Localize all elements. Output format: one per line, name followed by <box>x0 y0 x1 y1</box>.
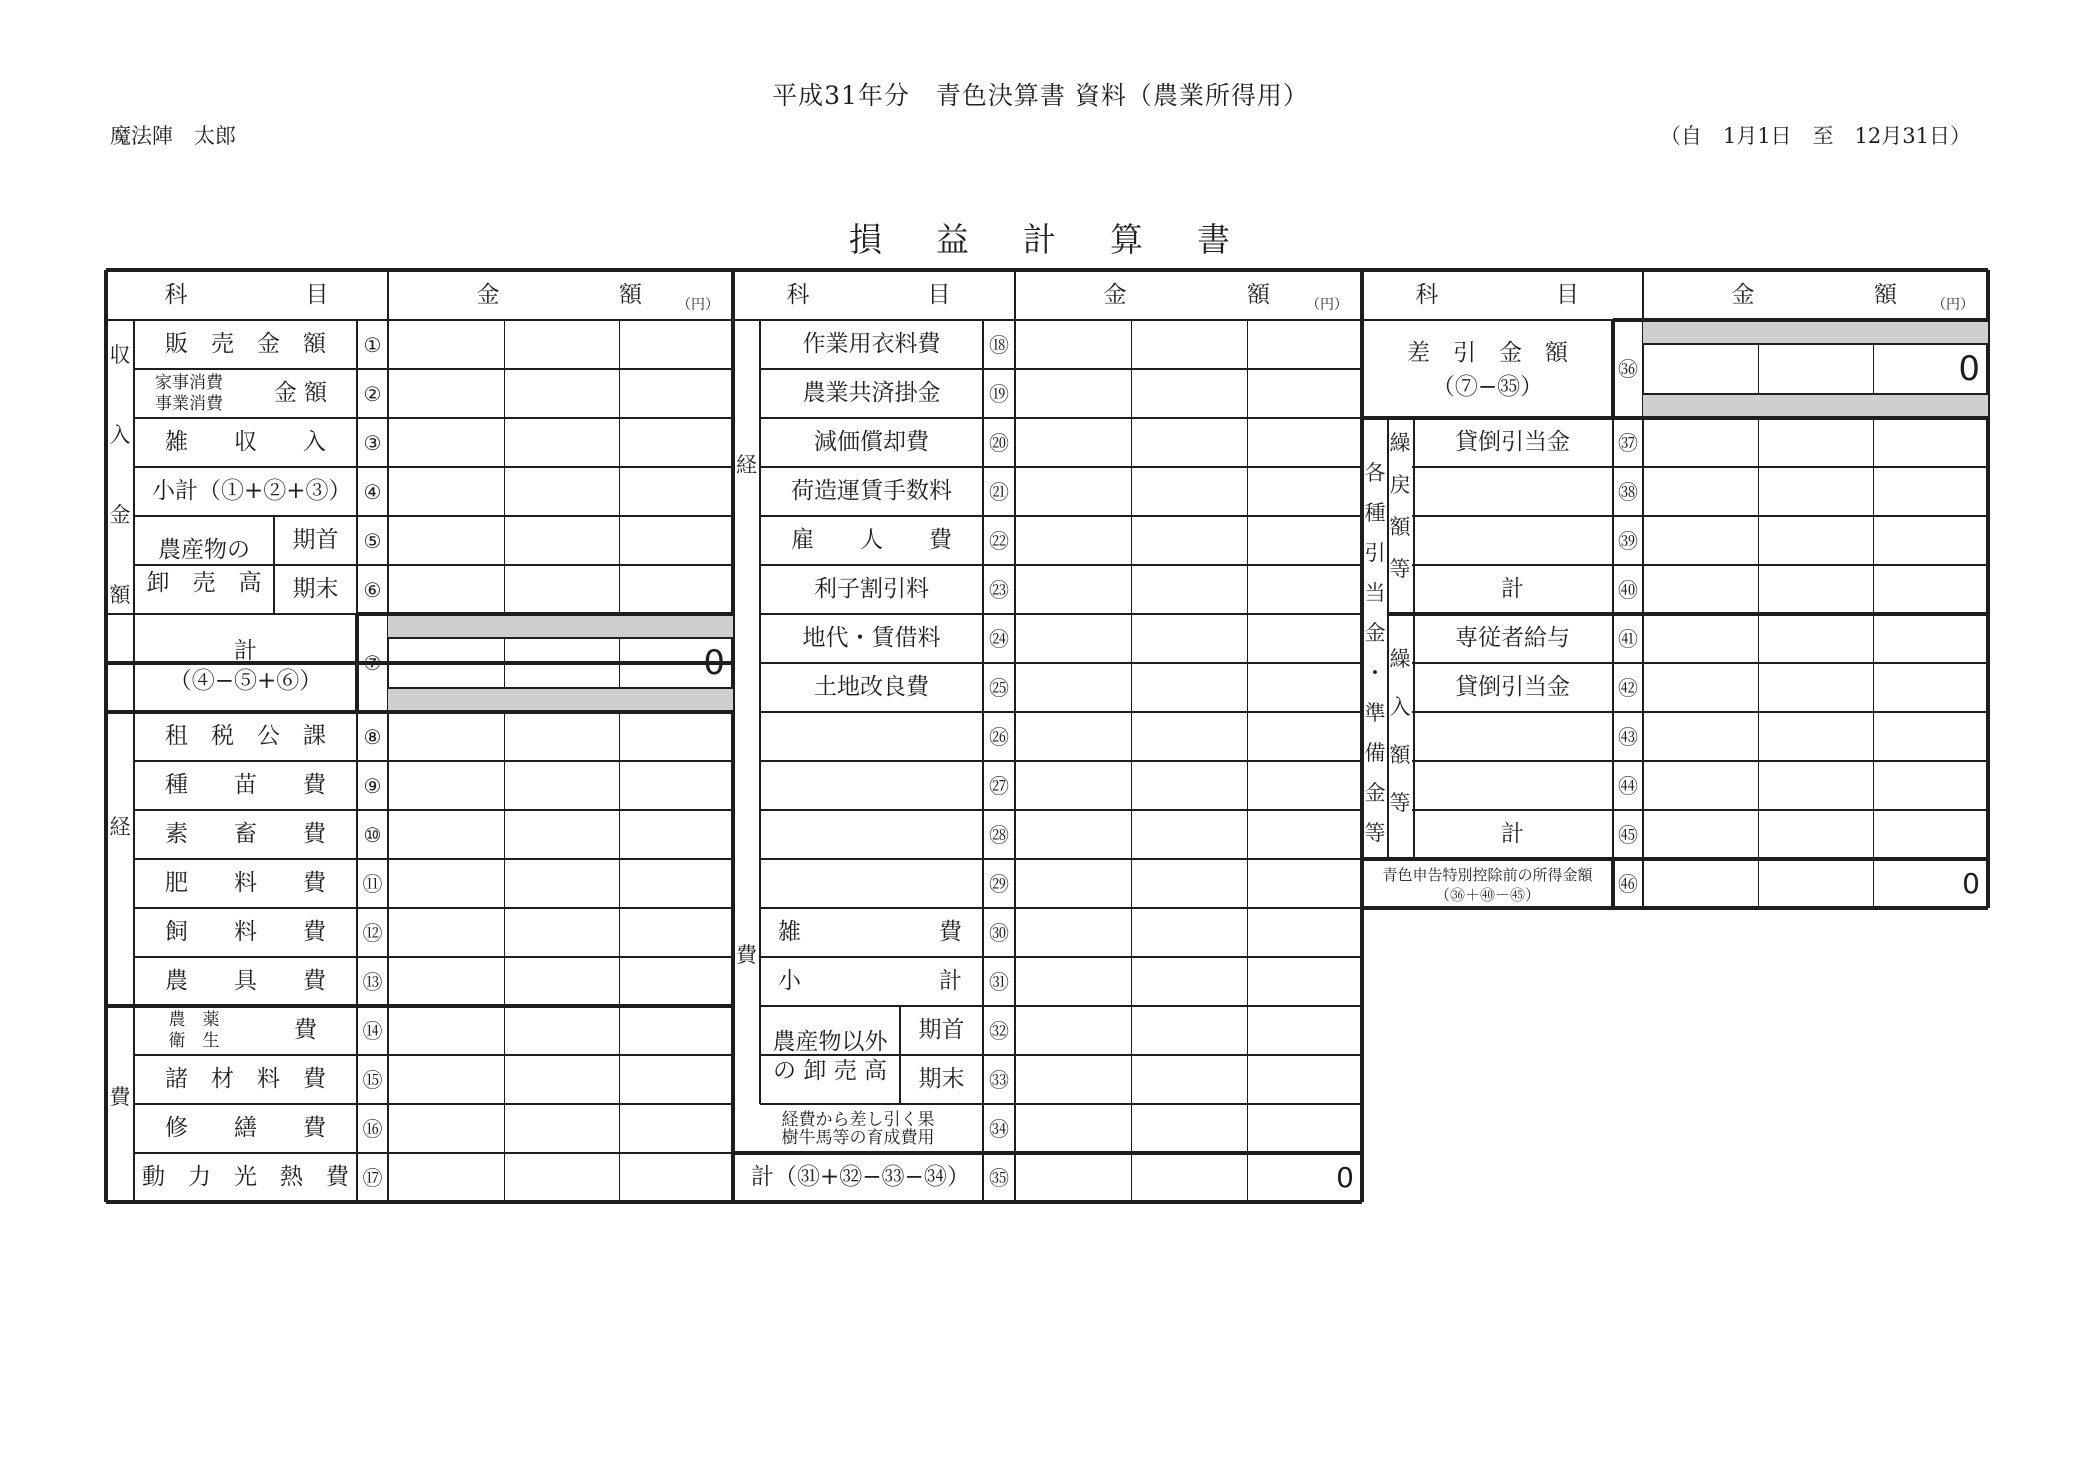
table-rule <box>104 270 108 1202</box>
row-number: ⑧ <box>363 724 382 749</box>
group-label-reserves: 準 <box>1364 700 1386 725</box>
table-rule <box>504 320 505 1202</box>
group-label-income: 入 <box>109 422 131 447</box>
total-amount: 0 <box>703 643 725 683</box>
table-rule <box>1611 320 1615 418</box>
header-item-label: 目 <box>927 281 951 308</box>
row-label-cost: 費 <box>294 1017 317 1043</box>
row-number: ㊻ <box>1618 871 1638 896</box>
row-label-expense: 飼 料 費 <box>165 919 326 945</box>
group-label-transfer: 等 <box>1389 790 1411 815</box>
row-number: ㉝ <box>989 1067 1009 1092</box>
header-amount-label: 金 <box>476 281 500 308</box>
row-label-sales: 販 売 金 額 <box>165 331 326 357</box>
row-number: ㊲ <box>1618 430 1638 455</box>
shaded-band <box>388 688 733 710</box>
row-number: ② <box>363 381 382 406</box>
row-label-expense: 肥 料 費 <box>165 870 326 896</box>
row-label-expense <box>760 859 983 908</box>
row-label-amount: 金 額 <box>273 380 328 406</box>
row-number: ⑦ <box>363 651 382 675</box>
row-label-reversal <box>1412 516 1613 565</box>
row-label-transfer <box>1412 712 1613 761</box>
group-label-income: 収 <box>109 342 131 367</box>
group-label-reversal: 等 <box>1389 556 1411 581</box>
row-label-misc-income: 雑 収 入 <box>165 429 326 455</box>
group-label-income: 金 <box>109 502 131 527</box>
group-label-reserves: 種 <box>1364 500 1386 525</box>
row-label-total: 計 <box>234 637 257 664</box>
group-label-reserves: 金 <box>1364 620 1386 645</box>
row-number: ③ <box>363 430 382 455</box>
statement-title-char: 書 <box>1197 220 1232 259</box>
shaded-band <box>1643 322 1988 344</box>
row-label-transfer: 計 <box>1501 821 1524 847</box>
group-label-reserves: 金 <box>1364 780 1386 805</box>
row-number: ⑭ <box>362 1018 383 1043</box>
row-number: ㊳ <box>1618 479 1638 504</box>
header-item-label: 科 <box>1415 281 1439 308</box>
row-label-expense <box>760 810 983 859</box>
row-label-expense: 小 計 <box>778 968 962 994</box>
group-label-expense: 費 <box>736 942 757 967</box>
expense-total-amount: 0 <box>1336 1160 1354 1194</box>
row-label-difference: 差 引 金 額 <box>1407 339 1568 366</box>
accounting-period: （自 1月1日 至 12月31日） <box>1659 124 1971 148</box>
row-label-total: 計（㉛+㉜−㉝−㉞） <box>751 1164 970 1190</box>
table-rule <box>619 320 620 1202</box>
row-label-pesticide: 農 薬 <box>168 1009 220 1030</box>
row-label-total-formula: （④−⑤+⑥） <box>168 667 323 694</box>
row-number: ㉞ <box>989 1116 1009 1141</box>
row-label-ending: 期末 <box>918 1066 965 1092</box>
row-label-business: 事業消費 <box>155 393 223 414</box>
table-rule <box>1758 344 1759 394</box>
row-label-expense: 雑 費 <box>778 919 962 945</box>
row-label-growing-cost: 経費から差し引く果 <box>781 1109 935 1130</box>
row-label-expense: 作業用衣料費 <box>802 331 941 357</box>
row-number: ㉙ <box>989 871 1009 896</box>
row-label-expense: 地代・賃借料 <box>802 625 941 651</box>
row-number: ㊺ <box>1618 822 1638 847</box>
row-number: ㉕ <box>989 675 1009 700</box>
row-number: ㊵ <box>1618 577 1638 602</box>
group-label-expense: 費 <box>109 1084 131 1109</box>
header-amount-label: 額 <box>1247 281 1270 308</box>
row-number: ㊴ <box>1618 528 1638 553</box>
row-number: ㉒ <box>989 528 1009 553</box>
group-label-reserves: 引 <box>1364 540 1386 565</box>
row-label-expense: 諸 材 料 費 <box>165 1066 326 1092</box>
difference-amount: 0 <box>1958 349 1980 389</box>
group-label-reserves: 各 <box>1364 460 1386 485</box>
row-label-final-formula: （㊱＋㊵－㊺） <box>1434 885 1540 904</box>
row-label-ending: 期末 <box>292 576 339 602</box>
row-label-transfer: 専従者給与 <box>1455 625 1570 651</box>
row-label-expense: 減価償却費 <box>814 429 929 455</box>
header-amount-label: 額 <box>619 281 642 308</box>
row-label-final-income: 青色申告特別控除前の所得金額 <box>1382 865 1593 884</box>
header-amount-label: 金 <box>1103 281 1127 308</box>
row-label-growing-cost: 樹牛馬等の育成費用 <box>781 1128 935 1149</box>
header-yen-label: （円） <box>1306 297 1348 313</box>
statement-title-char: 益 <box>936 220 971 259</box>
row-number: ⑩ <box>363 822 382 847</box>
row-number: ⑤ <box>363 528 382 553</box>
row-number: ⑪ <box>362 871 383 896</box>
row-label-wholesale: 農産物の <box>158 537 250 563</box>
row-number: ㉚ <box>989 920 1009 945</box>
row-number: ㊶ <box>1618 626 1638 651</box>
row-label-transfer <box>1412 761 1613 810</box>
statement-title <box>0 214 2081 261</box>
row-label-transfer: 貸倒引当金 <box>1455 674 1570 700</box>
row-number: ㉗ <box>989 773 1009 798</box>
row-number: ㉘ <box>989 822 1009 847</box>
group-label-reserves: ・ <box>1364 660 1386 685</box>
table-rule <box>355 614 359 712</box>
final-income-amount: 0 <box>1962 866 1980 900</box>
statement-title-char: 計 <box>1023 220 1058 259</box>
table-rule <box>1758 859 1759 908</box>
row-number: ⑲ <box>989 381 1009 406</box>
row-number: ④ <box>363 479 382 504</box>
row-label-expense: 動 力 光 熱 費 <box>142 1164 349 1190</box>
shaded-band <box>388 616 733 638</box>
row-label-expense: 荷造運賃手数料 <box>791 478 952 504</box>
row-number: ⑱ <box>989 332 1009 357</box>
header-item-label: 科 <box>786 281 810 308</box>
table-rule <box>357 612 733 616</box>
row-label-expense: 種 苗 費 <box>165 772 326 798</box>
row-number: ㊹ <box>1618 773 1638 798</box>
row-number: ⑰ <box>362 1165 383 1190</box>
group-label-reversal: 額 <box>1389 514 1411 539</box>
row-number: ⑮ <box>362 1067 383 1092</box>
row-number: ㉛ <box>989 969 1009 994</box>
group-label-reversal: 戻 <box>1389 472 1411 497</box>
header-yen-label: （円） <box>677 297 719 313</box>
row-number: ⑫ <box>362 920 383 945</box>
owner-name: 魔法陣 太郎 <box>110 124 236 148</box>
row-number: ㉖ <box>989 724 1009 749</box>
row-label-other-wholesale: 農産物以外 <box>772 1029 888 1055</box>
group-label-reserves: 当 <box>1364 580 1386 605</box>
row-label-expense: 租 税 公 課 <box>165 723 326 749</box>
group-label-transfer: 額 <box>1389 742 1411 767</box>
row-label-expense: 修 繕 費 <box>165 1115 326 1141</box>
header-item-label: 目 <box>1556 281 1579 308</box>
row-number: ㊸ <box>1618 724 1638 749</box>
group-label-income: 額 <box>109 582 131 607</box>
row-number: ㉔ <box>989 626 1009 651</box>
row-number: ⑨ <box>363 773 382 798</box>
row-number: ㉜ <box>989 1018 1009 1043</box>
row-label-reversal: 計 <box>1501 576 1524 602</box>
row-label-reversal: 貸倒引当金 <box>1455 429 1570 455</box>
header-amount-label: 額 <box>1874 281 1897 308</box>
group-label-reversal: 繰 <box>1389 430 1411 455</box>
group-label-transfer: 入 <box>1389 694 1411 719</box>
group-label-reserves: 等 <box>1364 820 1386 845</box>
row-number: ⑬ <box>362 969 383 994</box>
row-label-beginning: 期首 <box>918 1017 965 1043</box>
row-label-other-wholesale: の 卸 売 高 <box>773 1058 887 1084</box>
group-label-expense: 経 <box>736 452 757 477</box>
group-label-transfer: 繰 <box>1389 646 1411 671</box>
header-item-label: 科 <box>164 281 188 308</box>
row-number: ㉑ <box>989 479 1009 504</box>
row-label-expense: 雇 人 費 <box>791 527 952 553</box>
row-label-household: 家事消費 <box>155 372 223 393</box>
row-number: ① <box>363 332 382 357</box>
row-number: ㉟ <box>989 1165 1009 1190</box>
row-label-expense: 利子割引料 <box>814 576 929 602</box>
header-item-label: 目 <box>305 281 329 308</box>
group-label-reserves: 備 <box>1364 740 1386 765</box>
table-rule <box>760 1103 1362 1105</box>
row-label-expense <box>760 712 983 761</box>
row-label-expense: 農業共済掛金 <box>802 380 941 406</box>
row-label-beginning: 期首 <box>292 527 339 553</box>
row-label-difference-formula: （⑦−㉟） <box>1431 373 1544 400</box>
header-yen-label: （円） <box>1932 297 1974 313</box>
table-rule <box>1388 612 1412 616</box>
table-rule <box>1360 270 1364 957</box>
row-label-expense: 素 畜 費 <box>165 821 326 847</box>
row-label-expense: 農 具 費 <box>165 968 326 994</box>
row-number: ⑳ <box>989 430 1009 455</box>
row-label-expense: 土地改良費 <box>814 674 929 700</box>
row-label-wholesale: 卸 売 高 <box>146 570 262 596</box>
shaded-band <box>1643 394 1988 416</box>
document-title: 平成31年分 青色決算書 資料（農業所得用） <box>772 81 1309 110</box>
row-number: ㊷ <box>1618 675 1638 700</box>
statement-title-char: 算 <box>1110 220 1145 259</box>
table-rule <box>731 270 735 1202</box>
row-label-reversal <box>1412 467 1613 516</box>
row-label-hygiene: 衛 生 <box>168 1030 220 1051</box>
row-number: ㉓ <box>989 577 1009 602</box>
row-number: ⑯ <box>362 1116 383 1141</box>
statement-title-char: 損 <box>849 220 884 259</box>
row-label-subtotal: 小計（①+②+③） <box>152 478 352 504</box>
row-label-expense <box>760 761 983 810</box>
row-number: ㊱ <box>1618 357 1638 381</box>
header-amount-label: 金 <box>1731 281 1755 308</box>
row-number: ⑥ <box>363 577 382 602</box>
group-label-expense: 経 <box>109 814 131 839</box>
